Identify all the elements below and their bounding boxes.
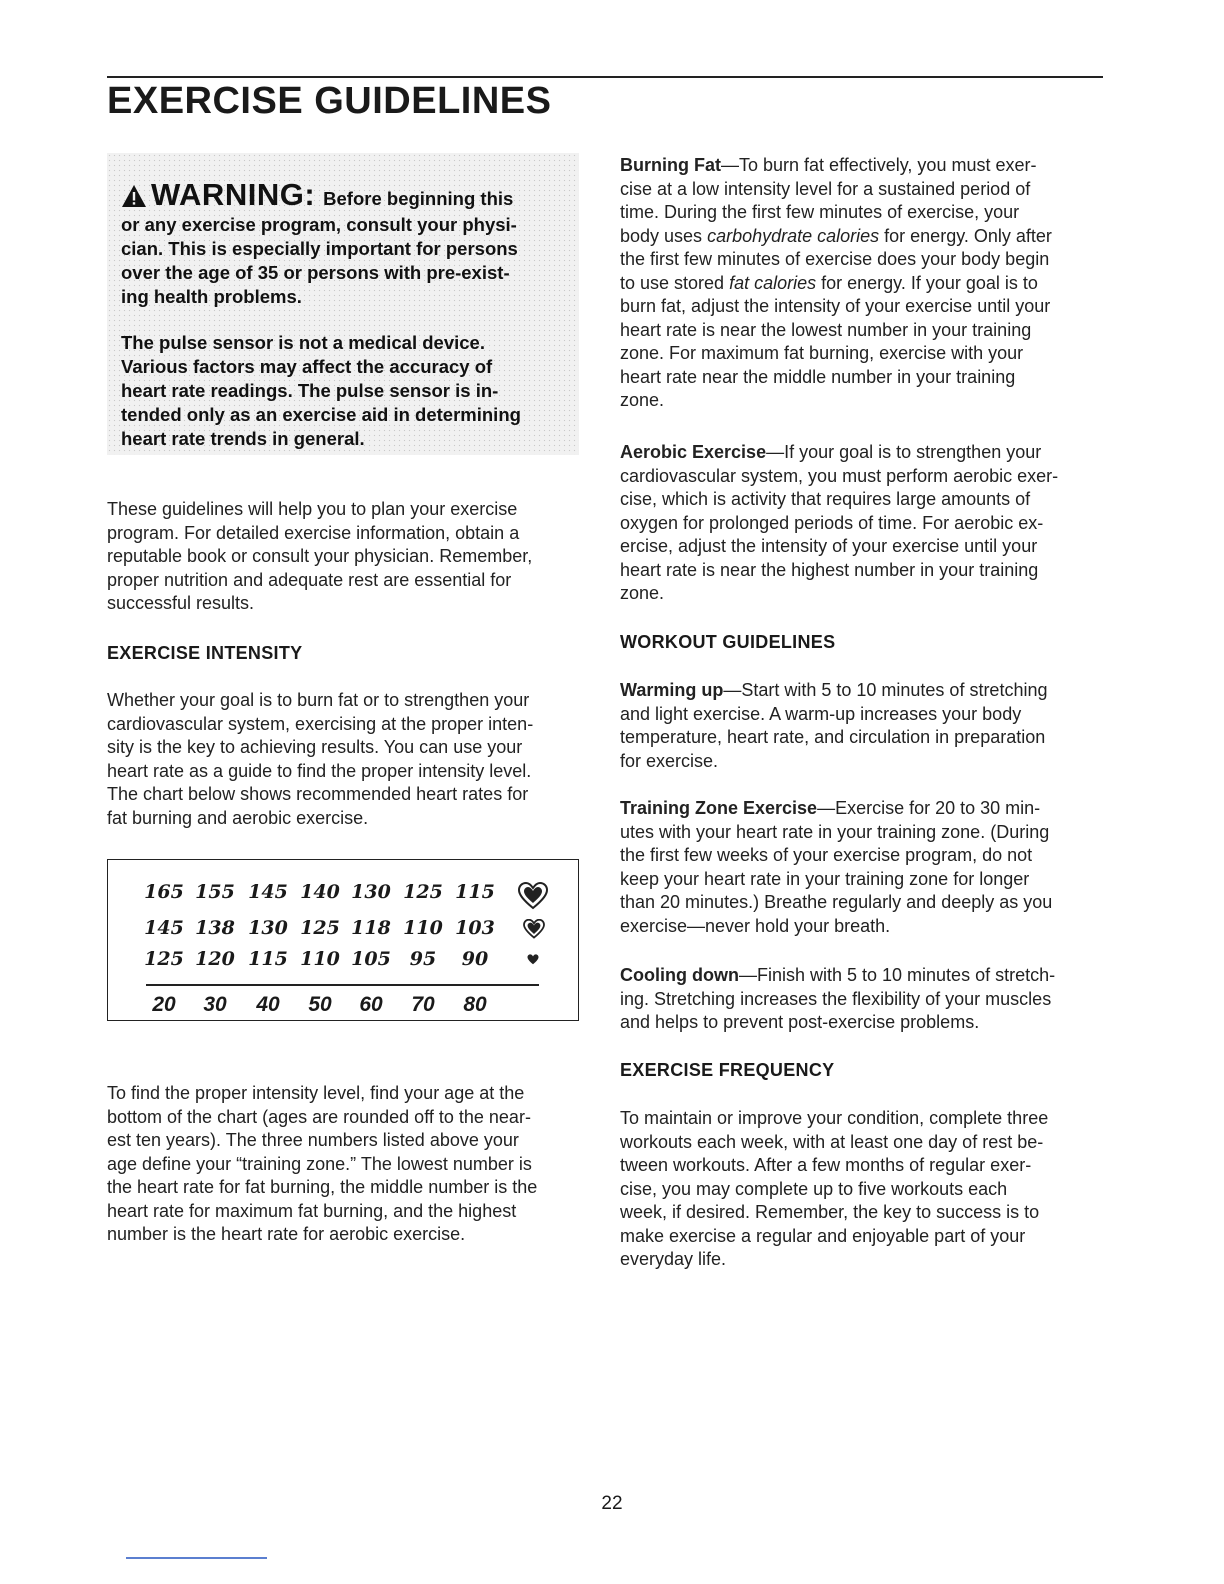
warmup-line: and light exercise. A warm-up increases your body: [620, 703, 1022, 724]
chart-cell: 140: [300, 881, 340, 903]
frequency-line: make exercise a regular and enjoyable part of your: [620, 1225, 1026, 1246]
explain-line: To find the proper intensity level, find your age at the: [107, 1083, 525, 1103]
intro-line: reputable book or consult your physician. Remember,: [107, 546, 533, 566]
explain-line: heart rate for maximum fat burning, and the highest: [107, 1200, 517, 1221]
burning-fat-line: zone.: [620, 390, 665, 410]
top-rule: [107, 76, 1103, 78]
aerobic-text: —If your goal is to strengthen your: [766, 442, 1042, 462]
chart-cell: 165: [144, 881, 184, 903]
warmup-line: [620, 679, 1106, 703]
frequency-line: everyday life.: [620, 1249, 727, 1269]
burning-fat-line: [620, 225, 1106, 249]
intro-line: proper nutrition and adequate rest are essential for: [107, 569, 512, 590]
warning-text-line: or any exercise program, consult your physi-: [121, 214, 517, 235]
chart-axis-rule: [146, 984, 539, 986]
intensity-paragraph: [107, 689, 583, 830]
chart-cell: 130: [351, 881, 391, 903]
chart-cell: 120: [195, 948, 235, 970]
burning-fat-text: body uses: [620, 225, 708, 246]
cooldown-line: [620, 964, 1106, 988]
burning-fat-text: for energy. Only after: [879, 225, 1052, 246]
chart-cell: 130: [248, 917, 288, 939]
burning-fat-line: time. During the first few minutes of exercise, your: [620, 202, 1020, 222]
frequency-section: [620, 1060, 1106, 1081]
chart-cell: 145: [144, 917, 184, 939]
cooldown-line: and helps to prevent post-exercise problems.: [620, 1012, 980, 1032]
chart-cell: 105: [351, 948, 391, 970]
chart-explanation: [107, 1082, 583, 1247]
small-heart-icon: [527, 954, 539, 965]
training-line: utes with your heart rate in your training zone. (During: [620, 821, 1050, 842]
chart-age-label: 60: [359, 993, 383, 1016]
chart-cell: 118: [351, 917, 391, 939]
fat-calories-term: fat calories: [729, 272, 817, 293]
chart-age-label: 30: [203, 993, 227, 1016]
chart-cell: 115: [455, 881, 495, 903]
burning-fat-line: heart rate is near the lowest number in your training: [620, 319, 1032, 340]
chart-age-label: 50: [308, 993, 332, 1016]
intensity-line: cardiovascular system, exercising at the proper inten-: [107, 713, 534, 734]
frequency-line: cise, you may complete up to five workouts each: [620, 1178, 1008, 1199]
intro-line: successful results.: [107, 593, 255, 613]
aerobic-line: [620, 441, 1106, 465]
chart-age-label: 70: [411, 993, 435, 1016]
carbohydrate-calories-term: carbohydrate calories: [707, 225, 880, 246]
aerobic-line: ercise, adjust the intensity of your exercise until your: [620, 536, 1038, 556]
warning-text-line: ing health problems.: [121, 286, 302, 307]
training-line: than 20 minutes.) Breathe regularly and deeply as you: [620, 892, 1053, 912]
warning-first-line: [121, 177, 565, 213]
training-line: [620, 797, 1106, 821]
medium-heart-icon: [523, 919, 545, 939]
cooldown-line: ing. Stretching increases the flexibility of your muscles: [620, 988, 1052, 1009]
chart-cell: 95: [409, 948, 437, 970]
warning-text-line: tended only as an exercise aid in determining: [121, 404, 521, 425]
warmup-paragraph: [620, 679, 1106, 773]
chart-cell: 125: [403, 881, 443, 903]
page-title: EXERCISE GUIDELINES: [107, 80, 552, 122]
chart-cell: 138: [195, 917, 235, 939]
training-text: —Exercise for 20 to 30 min-: [817, 798, 1041, 818]
warning-text-line: Before beginning this: [323, 188, 514, 209]
aerobic-paragraph: [620, 441, 1106, 606]
bottom-link-underline: [126, 1557, 267, 1559]
chart-cell: 125: [300, 917, 340, 939]
warning-label: WARNING:: [151, 177, 316, 212]
warning-text-line: Various factors may affect the accuracy of: [121, 356, 493, 377]
training-zone-paragraph: [620, 797, 1106, 938]
training-line: the first few weeks of your exercise program, do not: [620, 845, 1033, 865]
burning-fat-text: —To burn fat effectively, you must exer-: [721, 155, 1037, 175]
burning-fat-line: heart rate near the middle number in your training: [620, 366, 1016, 387]
aerobic-term: Aerobic Exercise: [620, 442, 767, 462]
explain-line: the heart rate for fat burning, the middle number is the: [107, 1177, 538, 1197]
burning-fat-line: burn fat, adjust the intensity of your exercise until your: [620, 296, 1051, 316]
cooldown-text: —Finish with 5 to 10 minutes of stretch-: [738, 965, 1056, 985]
frequency-line: tween workouts. After a few months of regular exer-: [620, 1155, 1032, 1175]
warmup-term: Warming up: [620, 680, 724, 700]
workout-section: [620, 632, 1106, 653]
chart-cell: 110: [300, 948, 340, 970]
chart-cell: 145: [248, 881, 288, 903]
warning-triangle-icon: [121, 184, 147, 208]
intensity-line: sity is the key to achieving results. You can use your: [107, 737, 523, 757]
burning-fat-line: [620, 272, 1106, 296]
page-number: 22: [601, 1493, 623, 1514]
heart-rate-chart: [107, 859, 579, 1021]
pulse-sensor-notice: [121, 331, 565, 451]
warning-text-line: The pulse sensor is not a medical device.: [121, 332, 485, 353]
burning-fat-line: [620, 154, 1106, 178]
burning-fat-paragraph: [620, 154, 1106, 413]
chart-cell: 125: [144, 948, 184, 970]
intro-line: These guidelines will help you to plan your exercise: [107, 499, 518, 519]
explain-line: age define your “training zone.” The lowest number is: [107, 1153, 532, 1174]
intensity-line: The chart below shows recommended heart rates for: [107, 784, 529, 804]
workout-heading: WORKOUT GUIDELINES: [620, 632, 836, 652]
large-heart-icon: [518, 882, 548, 910]
training-zone-term: Training Zone Exercise: [620, 798, 818, 818]
intensity-section: [107, 643, 583, 664]
burning-fat-text: for energy. If your goal is to: [816, 272, 1038, 293]
frequency-paragraph: [620, 1107, 1106, 1272]
intensity-line: Whether your goal is to burn fat or to strengthen your: [107, 690, 530, 710]
warmup-line: for exercise.: [620, 750, 719, 771]
frequency-heading: EXERCISE FREQUENCY: [620, 1060, 835, 1080]
warning-box: [107, 153, 579, 455]
warning-text-line: heart rate trends in general.: [121, 428, 365, 449]
aerobic-line: heart rate is near the highest number in your training: [620, 559, 1039, 580]
aerobic-line: cise, which is activity that requires large amounts of: [620, 489, 1031, 509]
training-line: exercise—never hold your breath.: [620, 915, 891, 936]
intro-paragraph: [107, 498, 583, 616]
chart-age-label: 80: [463, 993, 487, 1016]
burning-fat-line: zone. For maximum fat burning, exercise with your: [620, 343, 1024, 363]
explain-line: bottom of the chart (ages are rounded off to the near-: [107, 1106, 531, 1127]
cooldown-term: Cooling down: [620, 965, 739, 985]
training-line: keep your heart rate in your training zone for longer: [620, 868, 1030, 889]
chart-cell: 155: [195, 881, 235, 903]
aerobic-line: cardiovascular system, you must perform aerobic exer-: [620, 465, 1059, 486]
chart-cell: 110: [403, 917, 443, 939]
burning-fat-line: cise at a low intensity level for a sustained period of: [620, 178, 1031, 199]
chart-cell: 103: [455, 917, 495, 939]
intensity-line: fat burning and aerobic exercise.: [107, 807, 369, 828]
chart-age-label: 40: [256, 993, 280, 1016]
intro-line: program. For detailed exercise information, obtain a: [107, 522, 520, 543]
burning-fat-term: Burning Fat: [620, 155, 721, 175]
burning-fat-text: to use stored: [620, 272, 730, 293]
frequency-line: To maintain or improve your condition, complete three: [620, 1108, 1049, 1128]
intensity-heading: EXERCISE INTENSITY: [107, 643, 303, 663]
warning-text-line: cian. This is especially important for persons: [121, 238, 518, 259]
aerobic-line: zone.: [620, 583, 665, 603]
chart-cell: 115: [248, 948, 288, 970]
intensity-line: heart rate as a guide to find the proper intensity level.: [107, 760, 532, 781]
cooldown-paragraph: [620, 964, 1106, 1035]
explain-line: est ten years). The three numbers listed above your: [107, 1130, 519, 1150]
aerobic-line: oxygen for prolonged periods of time. For aerobic ex-: [620, 512, 1044, 533]
warning-text-line: heart rate readings. The pulse sensor is in-: [121, 380, 499, 401]
frequency-line: week, if desired. Remember, the key to success is to: [620, 1202, 1040, 1222]
warning-text-line: over the age of 35 or persons with pre-exist-: [121, 262, 510, 283]
warmup-line: temperature, heart rate, and circulation in preparation: [620, 727, 1046, 747]
chart-cell: 90: [461, 948, 489, 970]
warmup-text: —Start with 5 to 10 minutes of stretching: [723, 680, 1048, 700]
burning-fat-line: the first few minutes of exercise does your body begin: [620, 249, 1050, 269]
explain-line: number is the heart rate for aerobic exercise.: [107, 1224, 466, 1244]
chart-age-label: 20: [152, 993, 176, 1016]
frequency-line: workouts each week, with at least one day of rest be-: [620, 1131, 1044, 1152]
